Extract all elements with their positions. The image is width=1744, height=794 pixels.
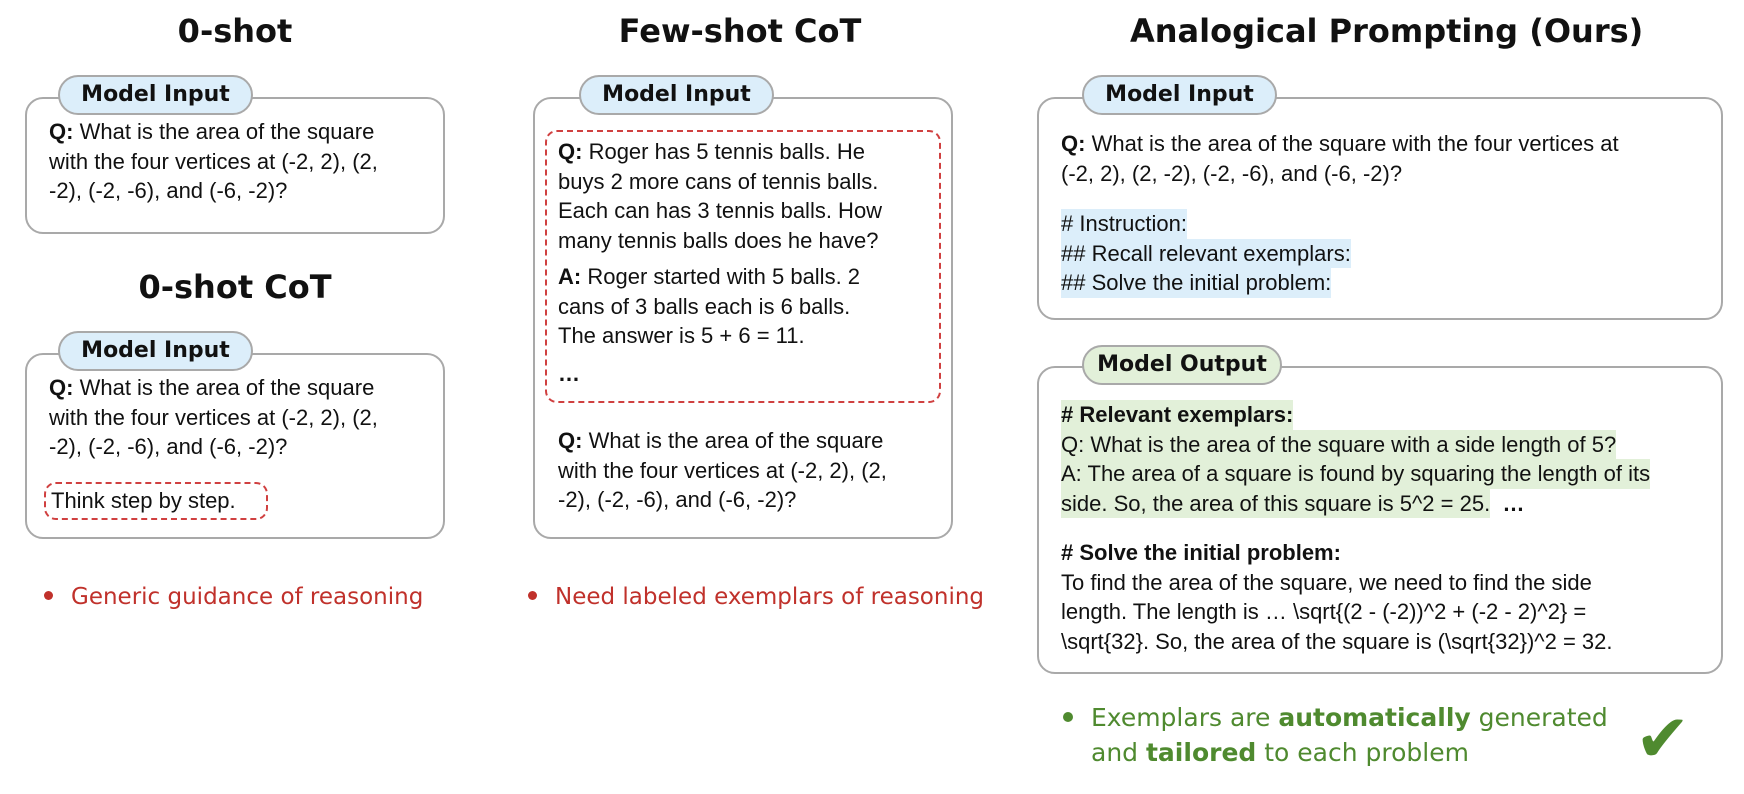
bullet-icon (528, 591, 537, 600)
few-shot-cot-input-box (533, 97, 953, 539)
model-input-pill: Model Input (58, 331, 253, 371)
exemplar-answer (558, 262, 860, 351)
question-line: with the four vertices at (-2, 2), (2, (49, 148, 378, 174)
question-label: Q: (558, 139, 583, 164)
question-line: -2), (-2, -6), and (-6, -2)? (49, 434, 288, 459)
instruction-line: # Instruction: (1061, 209, 1187, 239)
model-input-pill: Model Input (579, 75, 774, 115)
exemplar-line: Q: What is the area of the square with a side length of 5? (1061, 430, 1616, 460)
question-line: with the four vertices at (-2, 2), (2, (558, 457, 887, 483)
analogical-output-box (1037, 366, 1723, 674)
question-label: Q: (49, 119, 74, 144)
solve-heading: # Solve the initial problem: (1061, 540, 1341, 565)
answer-label: A: (558, 264, 582, 289)
generic-guidance-note: Generic guidance of reasoning (44, 584, 423, 610)
zero-shot-input-box (25, 97, 445, 234)
question-line: with the four vertices at (-2, 2), (2, (49, 404, 378, 430)
zero-shot-cot-input-box (25, 353, 445, 539)
zero-shot-question (49, 117, 378, 206)
analogical-input-box (1037, 97, 1723, 320)
answer-line: The answer is 5 + 6 = 11. (558, 323, 805, 348)
exemplar-line: side. So, the area of this square is 5^2 = 25. (1061, 489, 1490, 519)
cot-instruction: Think step by step. (51, 488, 236, 513)
question-line: What is the area of the square (79, 375, 375, 400)
question-line: -2), (-2, -6), and (-6, -2)? (49, 178, 288, 203)
question-label: Q: (1061, 131, 1086, 156)
solve-line: \sqrt{32}. So, the area of the square is (\sqrt{32})^2 = 32. (1061, 628, 1613, 654)
question-label: Q: (49, 375, 74, 400)
checkmark-icon: ✔ (1635, 700, 1691, 777)
instruction-line: ## Solve the initial problem: (1061, 268, 1331, 298)
question-label: Q: (558, 428, 583, 453)
instruction-line: ## Recall relevant exemplars: (1061, 239, 1351, 269)
zero-shot-cot-question (49, 373, 378, 462)
question-line: What is the area of the square (588, 428, 884, 453)
question-line: -2), (-2, -6), and (-6, -2)? (558, 487, 797, 512)
answer-line: Roger started with 5 balls. 2 (587, 264, 861, 289)
exemplar-line: A: The area of a square is found by squaring the length of its (1061, 459, 1650, 489)
solve-line: To find the area of the square, we need to find the side (1061, 569, 1592, 595)
solve-initial-problem (1061, 538, 1613, 656)
question-line: buys 2 more cans of tennis balls. (558, 168, 879, 194)
labeled-exemplars-note: Need labeled exemplars of reasoning (528, 584, 984, 610)
question-line: Each can has 3 tennis balls. How (558, 198, 883, 223)
model-output-pill: Model Output (1082, 345, 1282, 385)
question-line: many tennis balls does he have? (558, 227, 879, 253)
bullet-icon (44, 591, 53, 600)
exemplar-ellipsis: … (1502, 490, 1525, 516)
exemplar-ellipsis: … (558, 361, 580, 386)
relevant-exemplars (1061, 400, 1650, 518)
zero-shot-cot-title: 0-shot CoT (138, 268, 332, 306)
analogical-title: Analogical Prompting (Ours) (1130, 12, 1644, 50)
analogical-question (1061, 129, 1619, 188)
bullet-icon (1063, 712, 1073, 722)
few-shot-question (558, 426, 887, 515)
analogical-instruction (1061, 209, 1351, 298)
model-input-pill: Model Input (1082, 75, 1277, 115)
solve-line: length. The length is … \sqrt{(2 - (-2))^2 + (-2 - 2)^2} = (1061, 599, 1587, 624)
exemplar-question (558, 137, 882, 255)
model-input-pill: Model Input (58, 75, 253, 115)
question-line: (-2, 2), (2, -2), (-2, -6), and (-6, -2)? (1061, 160, 1403, 186)
few-shot-cot-title: Few-shot CoT (618, 12, 862, 50)
zero-shot-title: 0-shot (177, 12, 293, 50)
question-line: What is the area of the square with the four vertices at (1091, 131, 1619, 156)
exemplars-heading: # Relevant exemplars: (1061, 400, 1293, 430)
answer-line: cans of 3 balls each is 6 balls. (558, 293, 851, 319)
automatic-exemplars-note: Exemplars are automatically generated and tailored to each problem (1063, 700, 1608, 770)
question-line: Roger has 5 tennis balls. He (588, 139, 865, 164)
question-line: What is the area of the square (79, 119, 375, 144)
